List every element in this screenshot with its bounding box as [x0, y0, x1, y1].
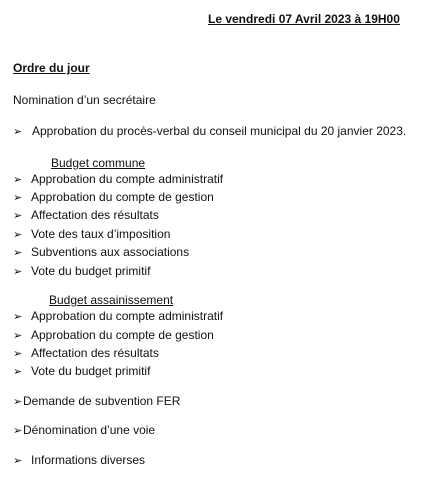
denomination-voie-label: Dénomination d’une voie: [23, 423, 156, 437]
budget-commune-item: [13, 208, 159, 222]
budget-commune-item-label: Vote du budget primitif: [31, 264, 151, 278]
agenda-title: Ordre du jour: [13, 61, 90, 75]
budget-commune-title: Budget commune: [51, 156, 146, 170]
arrow-bullet-icon: ➢: [13, 346, 23, 360]
arrow-bullet-icon: ➢: [13, 227, 23, 241]
arrow-bullet-icon: ➢: [13, 245, 23, 259]
nomination-item: Nomination d’un secrétaire: [13, 93, 156, 107]
arrow-bullet-icon: ➢: [13, 190, 23, 204]
arrow-bullet-icon: ➢: [13, 423, 23, 437]
arrow-bullet-icon: ➢: [13, 453, 23, 467]
budget-assainissement-item: [13, 364, 150, 378]
budget-commune-item-label: Vote des taux d’imposition: [31, 227, 171, 241]
arrow-bullet-icon: ➢: [13, 208, 23, 222]
informations-diverses-item: [13, 453, 145, 467]
approval-pv-item: [13, 124, 406, 138]
denomination-voie-item: [13, 423, 155, 437]
budget-assainissement-item-label: Vote du budget primitif: [31, 364, 151, 378]
arrow-bullet-icon: ➢: [13, 172, 23, 186]
budget-assainissement-item-label: Approbation du compte administratif: [31, 309, 224, 323]
budget-assainissement-item: [13, 309, 223, 323]
budget-commune-item-label: Affectation des résultats: [31, 208, 159, 222]
budget-assainissement-item-label: Approbation du compte de gestion: [31, 328, 214, 342]
budget-assainissement-item-label: Affectation des résultats: [31, 346, 159, 360]
budget-commune-item: [13, 227, 170, 241]
budget-commune-item: [13, 264, 150, 278]
arrow-bullet-icon: ➢: [13, 394, 23, 408]
informations-diverses-label: Informations diverses: [31, 453, 146, 467]
arrow-bullet-icon: ➢: [13, 124, 23, 138]
meeting-date: Le vendredi 07 Avril 2023 à 19H00: [208, 12, 400, 26]
subvention-fer-label: Demande de subvention FER: [23, 394, 181, 408]
budget-assainissement-item: [13, 328, 214, 342]
arrow-bullet-icon: ➢: [13, 364, 23, 378]
arrow-bullet-icon: ➢: [13, 328, 23, 342]
budget-assainissement-item: [13, 346, 159, 360]
budget-commune-item: [13, 190, 214, 204]
budget-commune-item: [13, 245, 189, 259]
budget-commune-item: [13, 172, 223, 186]
arrow-bullet-icon: ➢: [13, 264, 23, 278]
budget-commune-item-label: Approbation du compte de gestion: [31, 190, 214, 204]
subvention-fer-item: [13, 394, 180, 408]
budget-commune-item-label: Approbation du compte administratif: [31, 172, 224, 186]
approval-pv-label: Approbation du procès-verbal du conseil municipal du 20 janvier 2023.: [32, 124, 407, 138]
budget-assainissement-title: Budget assainissement: [49, 293, 174, 307]
arrow-bullet-icon: ➢: [13, 309, 23, 323]
budget-commune-item-label: Subventions aux associations: [31, 245, 190, 259]
